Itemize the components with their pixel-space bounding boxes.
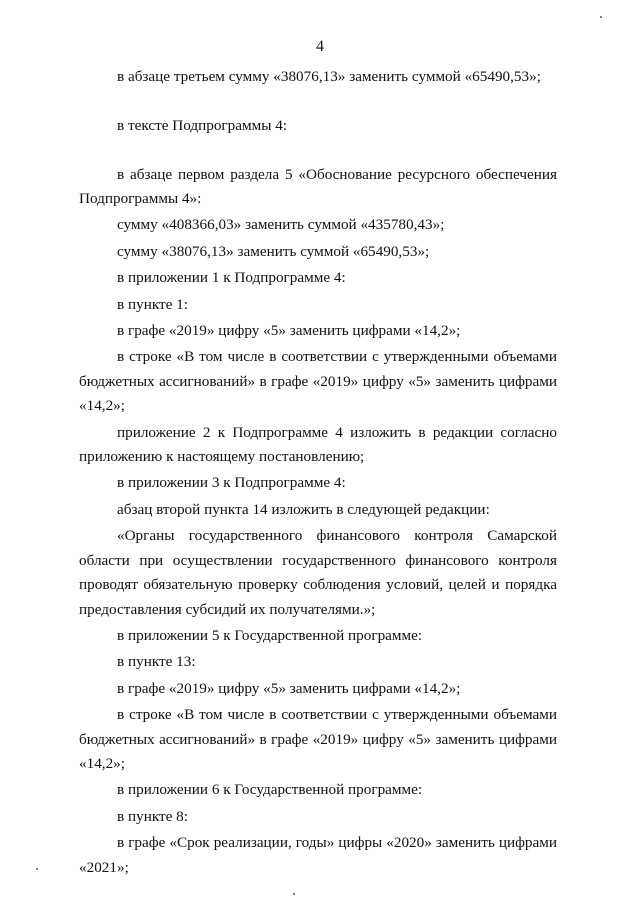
paragraph: приложение 2 к Подпрограмме 4 изложить в редакции согласно приложению к настоящему постановлению; [79,423,557,466]
paragraph: в графе «2019» цифру «5» заменить цифрами «14,2»; [117,322,461,340]
paragraph: сумму «38076,13» заменить суммой «65490,53»; [117,242,430,260]
paragraph: в тексте Подпрограммы 4: [117,116,288,134]
paragraph: в приложении 6 к Государственной программе: [117,781,423,799]
paragraph: в пункте 13: [117,653,196,671]
paragraph: абзац второй пункта 14 изложить в следующей редакции: [117,500,490,518]
paragraph: в строке «В том числе в соответствии с утвержденными объемами бюджетных ассигнований» в графе «2019» цифру «5» заменить цифрами «14,2»; [79,706,557,772]
paragraph: в абзаце первом раздела 5 «Обоснование ресурсного обеспечения Подпрограммы 4»: [79,165,557,207]
scan-speck [293,893,295,895]
scan-speck [600,16,602,18]
paragraph: в приложении 5 к Государственной программе: [117,626,423,644]
paragraph: в пункте 8: [117,807,188,825]
paragraph: в строке «В том числе в соответствии с утвержденными объемами бюджетных ассигнований» в графе «2019» цифру «5» заменить цифрами «14,2»; [79,348,557,415]
paragraph: в графе «Срок реализации, годы» цифры «2020» заменить цифрами «2021»; [79,834,557,876]
paragraph: в приложении 1 к Подпрограмме 4: [117,269,346,287]
paragraph: в приложении 3 к Подпрограмме 4: [117,474,346,492]
scan-speck [36,868,38,870]
page-number: 4 [316,38,324,55]
paragraph: «Органы государственного финансового контроля Самарской области при осуществлении государственного финансового контроля проводят обязательную проверку соблюдения условий, целей и порядка предоставления субсидий их получателями.»; [79,527,557,618]
paragraph: в пункте 1: [117,295,188,313]
paragraph: в графе «2019» цифру «5» заменить цифрами «14,2»; [117,679,461,697]
document-body [79,65,557,880]
paragraph: в абзаце третьем сумму «38076,13» заменить суммой «65490,53»; [117,68,541,85]
paragraph: сумму «408366,03» заменить суммой «435780,43»; [117,216,445,234]
